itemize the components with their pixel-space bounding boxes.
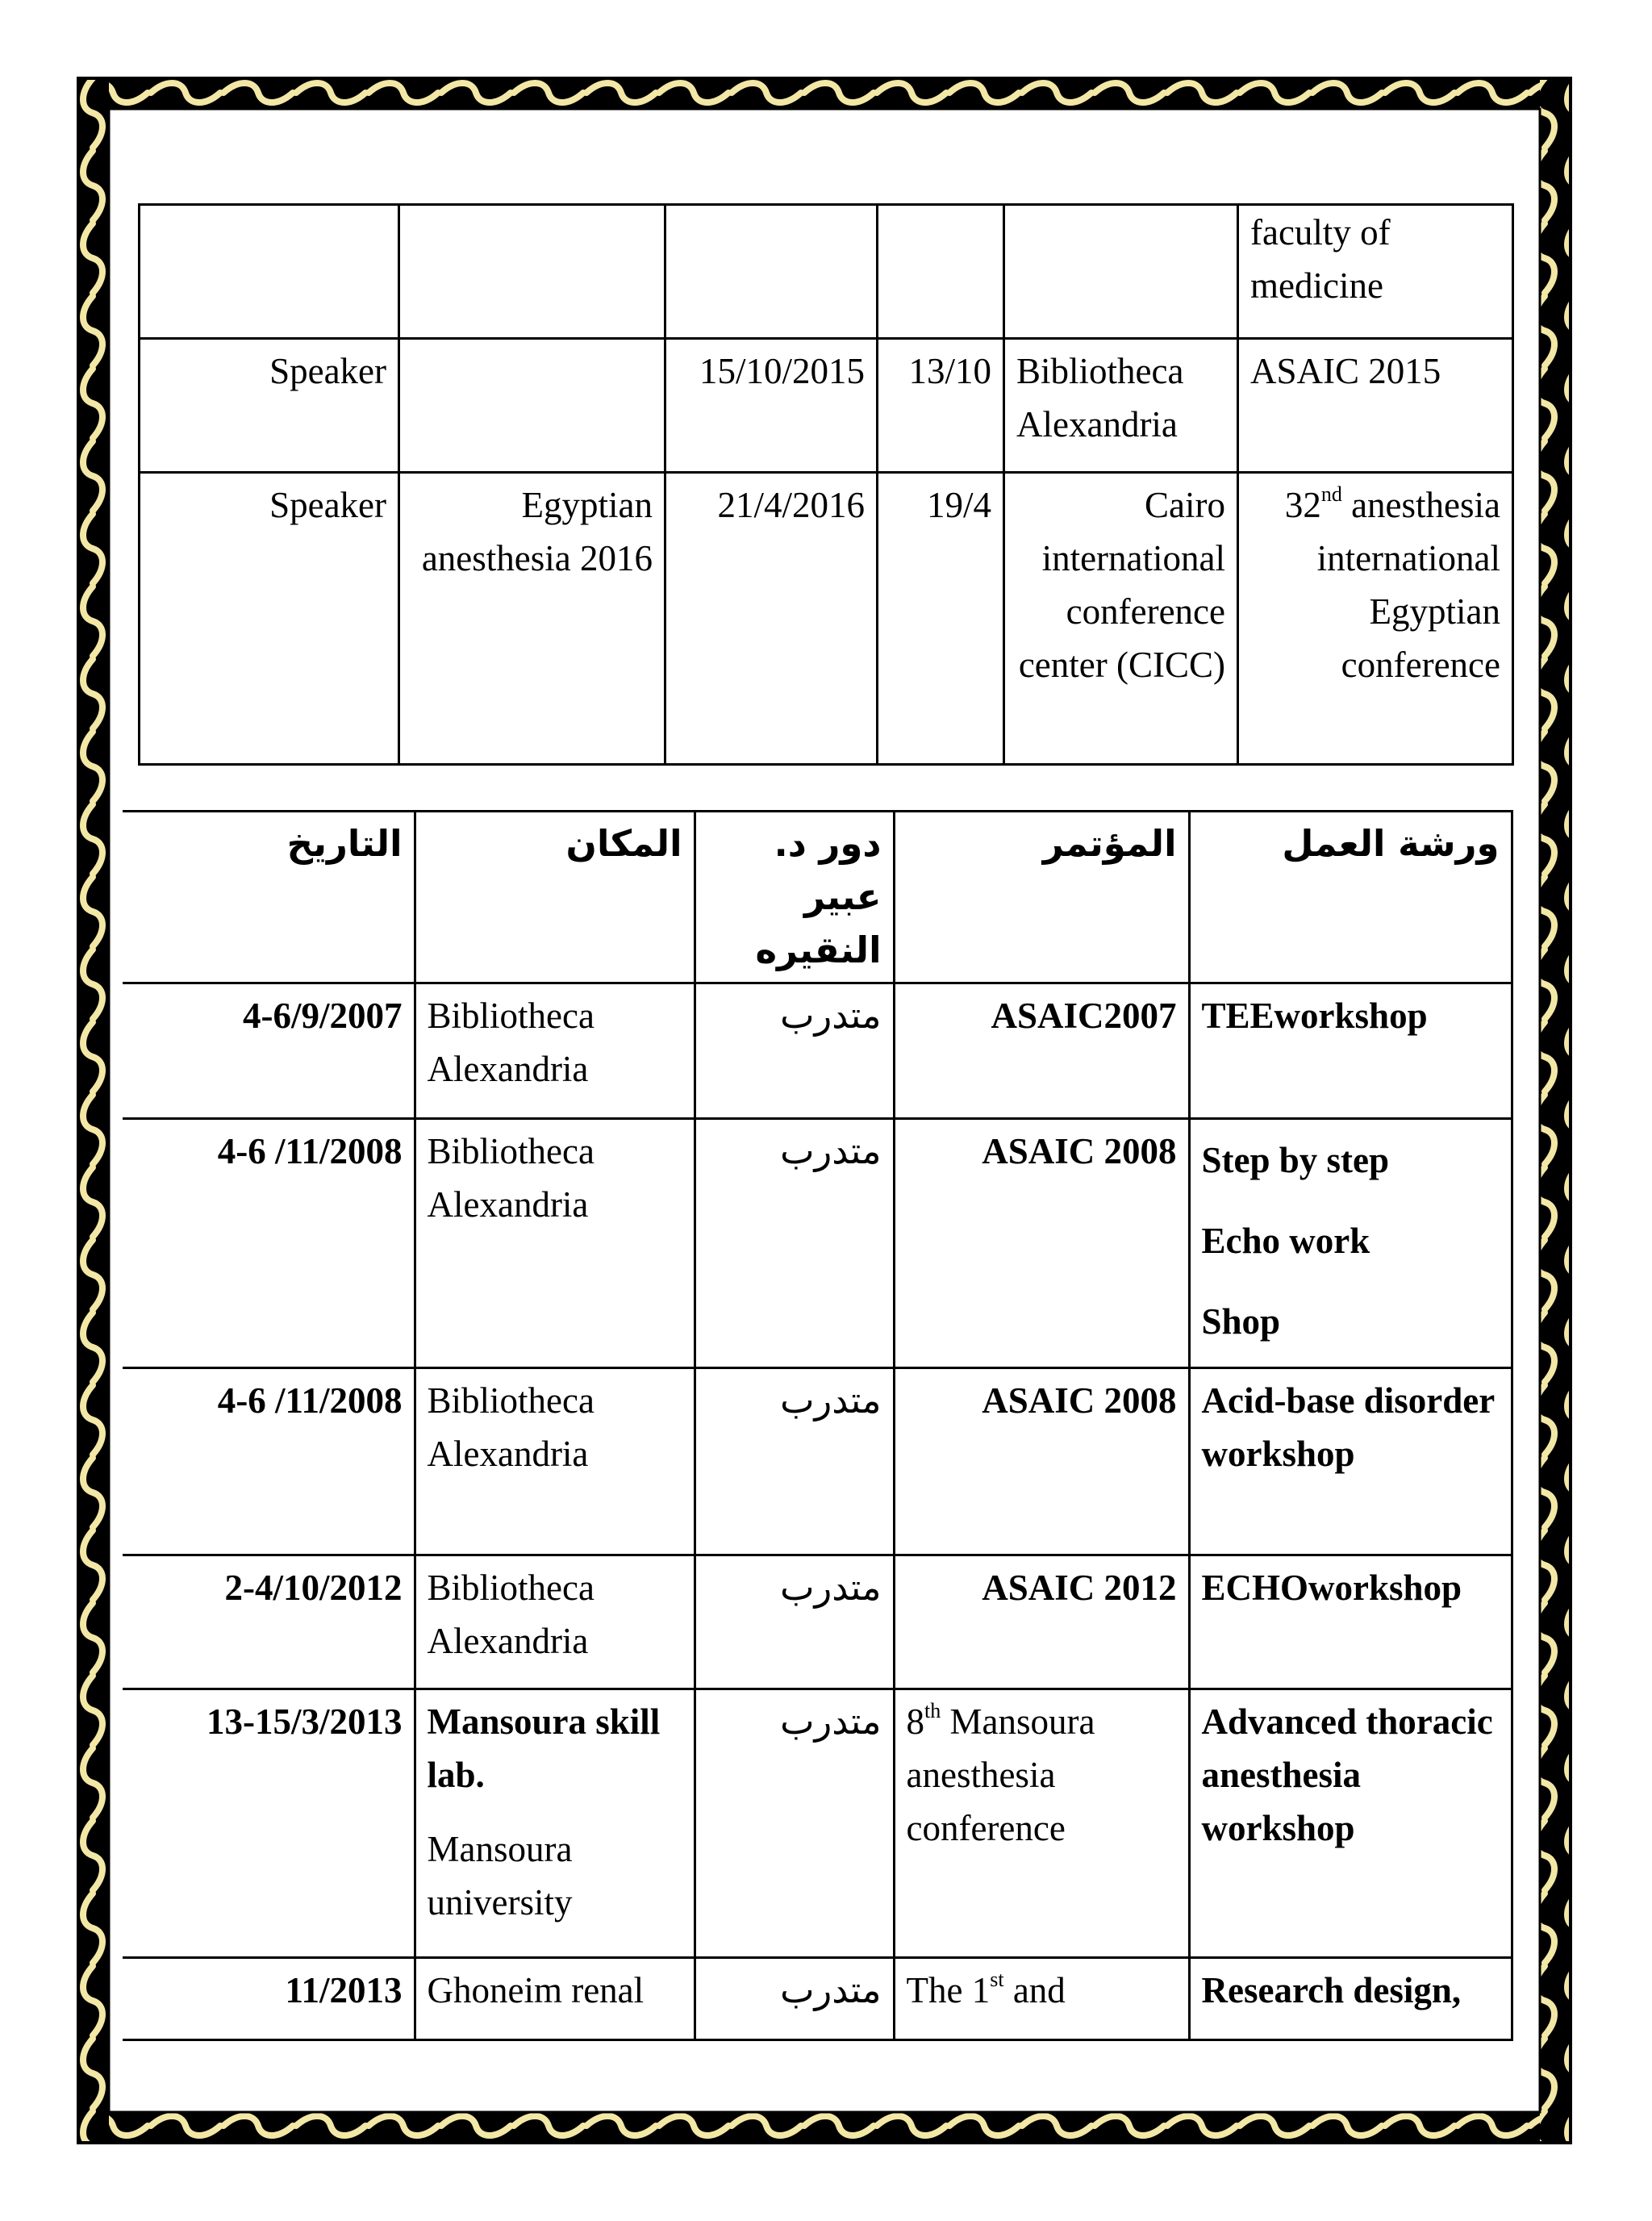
place-cell: Bibliotheca Alexandria bbox=[415, 1119, 695, 1368]
table-row bbox=[140, 473, 1513, 765]
header-workshop: ورشة العمل bbox=[1189, 812, 1512, 983]
ordinal-suffix: th bbox=[924, 1699, 941, 1722]
table-row bbox=[140, 205, 1513, 339]
workshop-line: Echo work bbox=[1201, 1221, 1370, 1261]
role-cell: Speaker bbox=[140, 339, 399, 473]
header-date: التاريخ bbox=[123, 812, 415, 983]
conference-cell bbox=[894, 1958, 1189, 2040]
table-row bbox=[123, 1689, 1512, 1958]
role-cell: متدرب bbox=[695, 1689, 894, 1958]
table-row bbox=[123, 1555, 1512, 1689]
date-cell: 11/2013 bbox=[123, 1958, 415, 2040]
workshop-table bbox=[123, 810, 1513, 2041]
role-cell: متدرب bbox=[695, 983, 894, 1119]
conference-name: Mansoura anesthesia conference bbox=[906, 1701, 1095, 1848]
date-text: 4-6 /11/2008 bbox=[217, 1131, 403, 1171]
place-cell: Bibliotheca Alexandria bbox=[415, 1555, 695, 1689]
conference-number: 32 bbox=[1284, 485, 1321, 525]
place-bold: Mansoura skill lab. bbox=[427, 1701, 661, 1795]
role-cell: متدرب bbox=[695, 1119, 894, 1368]
role-cell: متدرب bbox=[695, 1958, 894, 2040]
conference-cell bbox=[1238, 473, 1513, 765]
workshop-cell: TEEworkshop bbox=[1189, 983, 1512, 1119]
conference-number: The 1 bbox=[906, 1970, 991, 2010]
date-cell bbox=[123, 1119, 415, 1368]
table-row bbox=[140, 339, 1513, 473]
workshop-cell bbox=[1189, 1119, 1512, 1368]
workshop-cell: Acid-base disorder workshop bbox=[1189, 1368, 1512, 1555]
role-cell: متدرب bbox=[695, 1555, 894, 1689]
workshop-cell: Advanced thoracic anesthesia workshop bbox=[1189, 1689, 1512, 1958]
ordinal-suffix: st bbox=[990, 1968, 1004, 1991]
date-cell: 4-6 /11/2008 bbox=[123, 1368, 415, 1555]
speaker-table bbox=[138, 203, 1514, 766]
conference-name: anesthesia international Egyptian conference bbox=[1316, 485, 1500, 685]
end-date-cell bbox=[665, 205, 878, 339]
role-cell bbox=[140, 205, 399, 339]
end-date-cell: 21/4/2016 bbox=[665, 473, 878, 765]
conference-cell: faculty of medicine bbox=[1238, 205, 1513, 339]
date-cell: 13-15/3/2013 bbox=[123, 1689, 415, 1958]
conference-cell: ASAIC2007 bbox=[894, 983, 1189, 1119]
date-cell: 4-6/9/2007 bbox=[123, 983, 415, 1119]
venue-cell bbox=[1004, 205, 1238, 339]
venue-cell: Cairo international conference center (CICC) bbox=[1004, 473, 1238, 765]
start-date-cell: 19/4 bbox=[878, 473, 1004, 765]
workshop-line: Shop bbox=[1201, 1301, 1281, 1342]
role-cell: متدرب bbox=[695, 1368, 894, 1555]
conference-number: 8 bbox=[906, 1701, 924, 1742]
place-cell: Bibliotheca Alexandria bbox=[415, 1368, 695, 1555]
header-conference: المؤتمر bbox=[894, 812, 1189, 983]
workshop-cell: Research design, bbox=[1189, 1958, 1512, 2040]
role-cell: Speaker bbox=[140, 473, 399, 765]
conference-cell: ASAIC 2008 bbox=[894, 1368, 1189, 1555]
table-row bbox=[123, 1119, 1512, 1368]
workshop-cell: ECHOworkshop bbox=[1189, 1555, 1512, 1689]
conference-cell: ASAIC 2012 bbox=[894, 1555, 1189, 1689]
conference-name: and bbox=[1003, 1970, 1066, 2010]
place-cell: Bibliotheca Alexandria bbox=[415, 983, 695, 1119]
event-cell: Egyptian anesthesia 2016 bbox=[399, 473, 665, 765]
date-cell: 2-4/10/2012 bbox=[123, 1555, 415, 1689]
header-role: دور د. عبير النقيره bbox=[695, 812, 894, 983]
conference-cell bbox=[894, 1689, 1189, 1958]
table-header-row bbox=[123, 812, 1512, 983]
conference-cell: ASAIC 2008 bbox=[894, 1119, 1189, 1368]
conference-cell: ASAIC 2015 bbox=[1238, 339, 1513, 473]
place-university: Mansoura university bbox=[427, 1829, 573, 1923]
start-date-cell bbox=[878, 205, 1004, 339]
event-cell bbox=[399, 339, 665, 473]
ordinal-suffix: nd bbox=[1320, 482, 1342, 506]
table-row bbox=[123, 983, 1512, 1119]
place-cell bbox=[415, 1689, 695, 1958]
end-date-cell: 15/10/2015 bbox=[665, 339, 878, 473]
table-row bbox=[123, 1368, 1512, 1555]
header-place: المكان bbox=[415, 812, 695, 983]
event-cell bbox=[399, 205, 665, 339]
table-row bbox=[123, 1958, 1512, 2040]
venue-cell: Bibliotheca Alexandria bbox=[1004, 339, 1238, 473]
start-date-cell: 13/10 bbox=[878, 339, 1004, 473]
place-cell: Ghoneim renal bbox=[415, 1958, 695, 2040]
workshop-line: Step by step bbox=[1201, 1140, 1390, 1180]
